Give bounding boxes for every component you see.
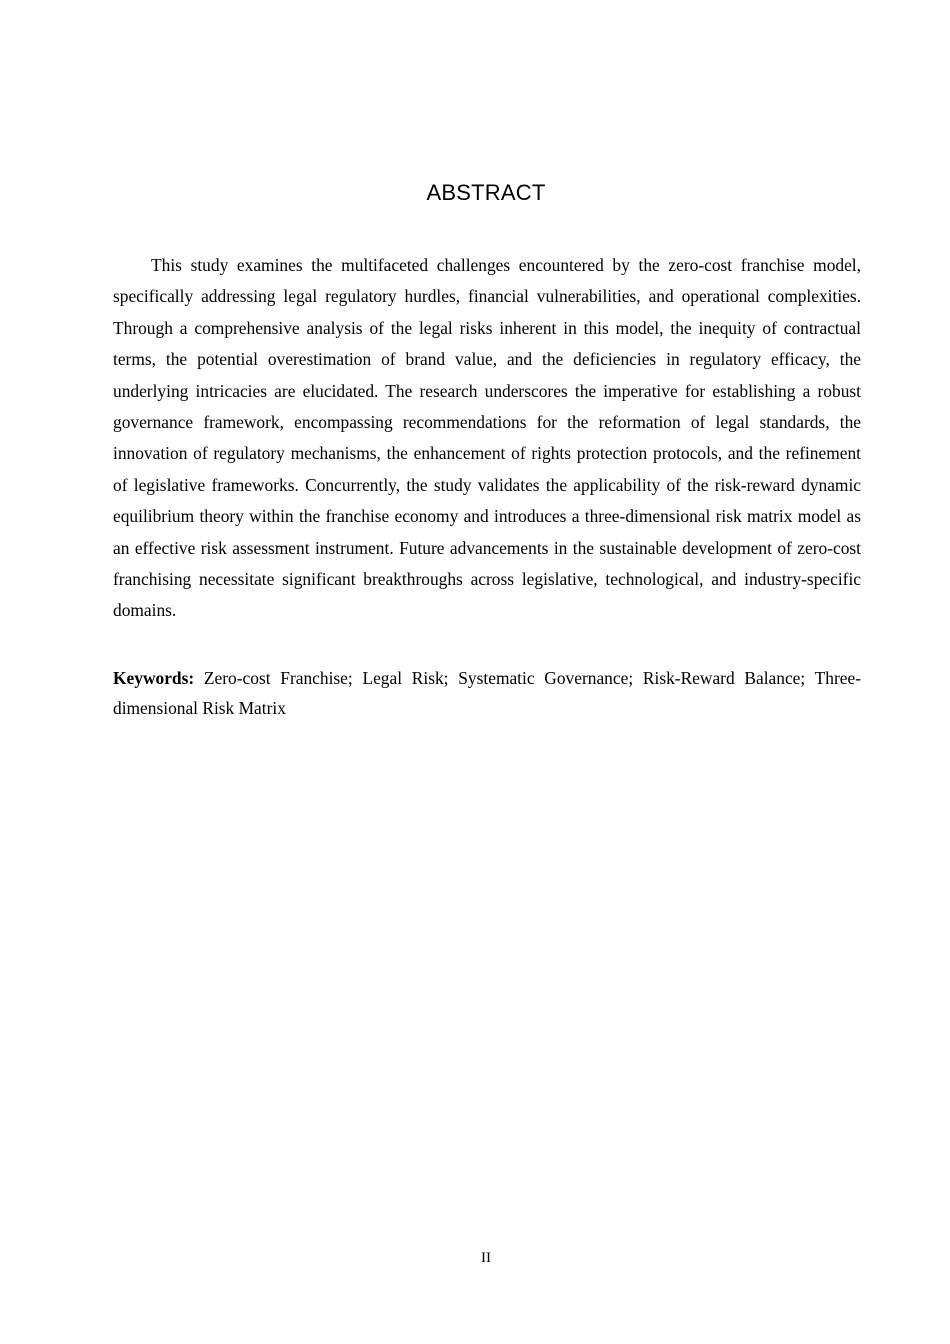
keywords-text: Zero-cost Franchise; Legal Risk; Systematic Governance; Risk-Reward Balance; Three-dimensional Risk Matrix bbox=[113, 668, 861, 718]
page-number: II bbox=[481, 1250, 491, 1266]
keywords-label: Keywords: bbox=[113, 668, 195, 688]
abstract-paragraph bbox=[113, 250, 861, 627]
keywords-line bbox=[113, 664, 861, 723]
abstract-text: This study examines the multifaceted challenges encountered by the zero-cost franchise model, specifically addressing legal regulatory hurdles, financial vulnerabilities, and operational complexities. Through a comprehensive analysis of the legal risks inherent in this model, the inequity of contractual terms, the potential overestimation of brand value, and the deficiencies in regulatory efficacy, the underlying intricacies are elucidated. The research underscores the imperative for establishing a robust governance framework, encompassing recommendations for the reformation of legal standards, the innovation of regulatory mechanisms, the enhancement of rights protection protocols, and the refinement of legislative frameworks. Concurrently, the study validates the applicability of the risk-reward dynamic equilibrium theory within the franchise economy and introduces a three-dimensional risk matrix model as an effective risk assessment instrument. Future advancements in the sustainable development of zero-cost franchising necessitate significant breakthroughs across legislative, technological, and industry-specific domains. bbox=[113, 255, 861, 621]
abstract-title: ABSTRACT bbox=[426, 180, 546, 205]
